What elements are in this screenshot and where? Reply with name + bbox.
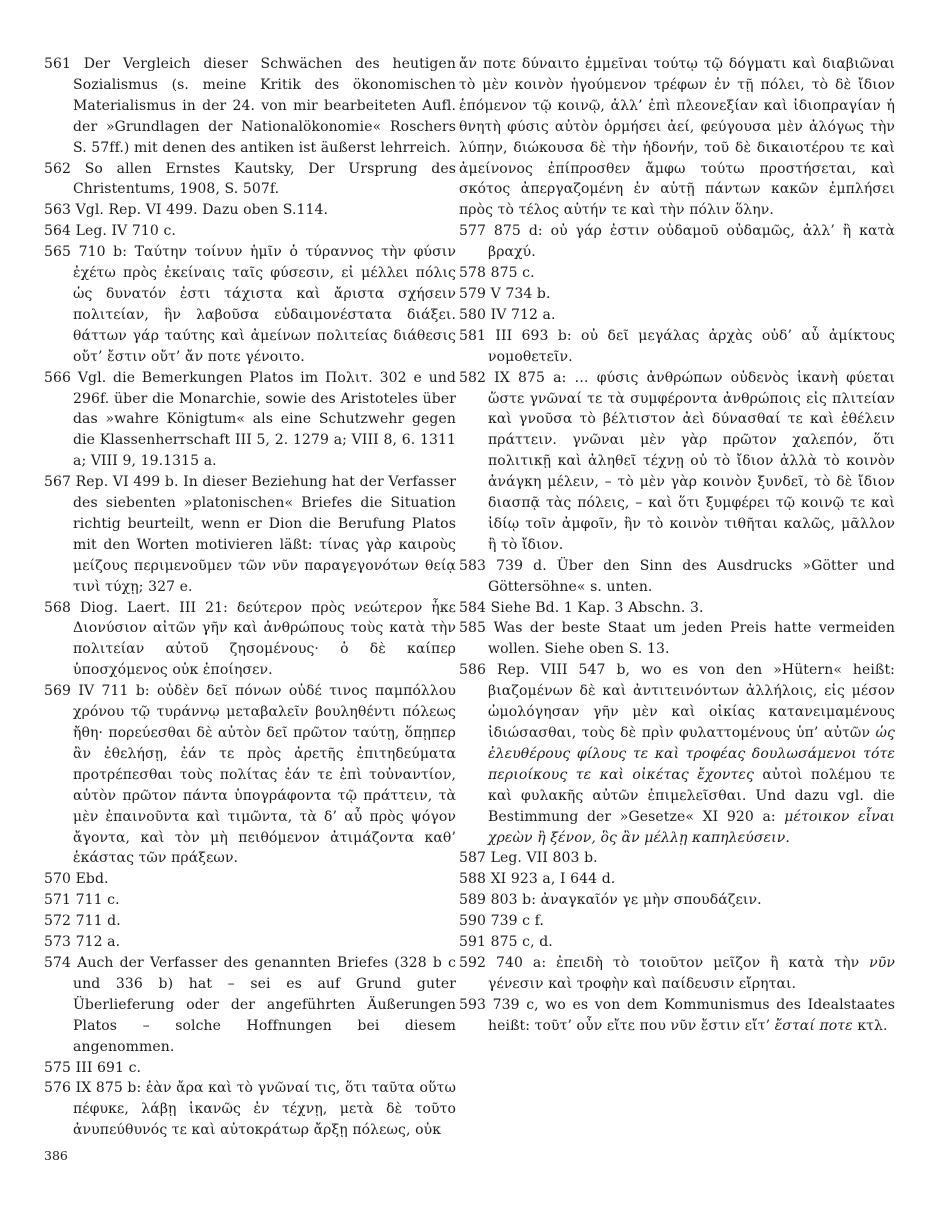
footnote-text-emphasis: ὡς ἐλευθέρους φίλους τε καὶ τροφέας δουλωσάμενοι τότε περιοίκους τε καὶ οἰκέτας ἔχοντες	[488, 725, 895, 783]
footnote-number: 567	[44, 474, 76, 491]
footnote-text: Was der beste Staat um jeden Preis hatte vermeiden wollen. Siehe oben S. 13.	[488, 620, 895, 658]
footnote-582	[459, 368, 895, 556]
footnote-text: 739 d. Über den Sinn des Ausdrucks »Götter und Göttersöhne« s. unten.	[488, 557, 895, 595]
footnote-text: γένεσιν καὶ τροφὴν καὶ παίδευσιν εἴρηται.	[488, 975, 797, 992]
footnote-number: 569	[44, 683, 79, 700]
footnote-text: Vgl. die Bemerkungen Platos im Πολιτ. 302 e und 296f. über die Monarchie, sowie des Aristoteles über das »wahre Königtum« als eine Schutzwehr gegen die Klassenherrschaft III 5, 2. 1279 a; VIII 8, 6. 1311 a; VIII 9, 19.1315 a.	[73, 369, 456, 470]
footnote-number: 572	[44, 913, 76, 930]
footnote-text: So allen Ernstes Kautsky, Der Ursprung des Christentums, 1908, S. 507f.	[73, 160, 456, 198]
page-number: 386	[44, 1148, 68, 1163]
footnote-number: 592	[459, 954, 496, 971]
footnote-588	[459, 869, 895, 890]
footnote-573	[44, 932, 456, 953]
footnote-text: 875 d: οὐ γάρ ἐστιν οὐδαμοῦ οὐδαμῶς, ἀλλ’ ἢ κατὰ βραχύ.	[488, 223, 895, 261]
footnote-number: 578	[459, 265, 491, 282]
footnote-number: 566	[44, 369, 78, 386]
footnote-text: κτλ.	[852, 1017, 888, 1034]
footnote-text: IV 711 b: οὐδὲν δεῖ πόνων οὐδέ τινος παμπόλλου χρόνου τῷ τυράννῳ μεταβαλεῖν βουληθέντι πόλεως ἤθη· πορεύεσθαι δὲ αὐτὸν δεῖ πρῶτον ταύτῃ, ὅπῃπερ ἂν ἐθελήσῃ, ἐάν τε πρὸς ἀρετῆς ἐπιτηδεύματα προτρέπεσθαι τοὺς πολίτας ἐάν τε ἐπὶ τοὐναντίον, αὐτὸν πρῶτον πάντα ὑπογράφοντα τῷ πράττειν, τὰ μὲν ἐπαινοῦντα καὶ τιμῶντα, τὰ δ’ αὖ πρὸς ψόγον ἄγοντα, καὶ τὸν μὴ πειθόμενον ἀτιμάζοντα καθ’ ἑκάστας τῶν πράξεων.	[73, 683, 457, 867]
footnote-text: 711 c.	[75, 892, 120, 909]
footnote-583	[459, 556, 895, 598]
footnote-text: 803 b: ἀναγκαῖόν γε μὴν σπουδάζειν.	[490, 892, 762, 909]
footnote-562	[44, 159, 456, 201]
footnote-number: 576	[44, 1080, 76, 1097]
footnote-564	[44, 221, 456, 242]
footnote-593	[459, 995, 895, 1037]
footnote-text: αὐτοὶ πολέμου τε καὶ φυλακῆς αὐτῶν ἐπιμελεῖσθαι. Und dazu vgl. die Bestimmung der »Gesetze« XI 920 a:	[488, 766, 895, 825]
footnote-text: 875 c.	[490, 265, 535, 282]
footnote-578	[459, 263, 895, 284]
footnote-number: 580	[459, 306, 491, 323]
footnote-565	[44, 242, 456, 367]
footnote-number: 593	[459, 996, 493, 1013]
footnote-text: Der Vergleich dieser Schwächen des heutigen Sozialismus (s. meine Kritik des ökonomischen Materialismus in der 24. von mir bearbeiteten Aufl. der »Grundlagen der Nationalökonomie« Roschers S. 57ff.) mit denen des antiken ist äußerst lehrreich.	[73, 56, 456, 156]
footnote-585	[459, 618, 895, 660]
footnote-text-emphasis: μέτοικον εἶναι χρεὼν ἢ ξένον, ὃς ἂν μέλλῃ καπηλεύσειν.	[488, 808, 895, 846]
footnote-574	[44, 953, 456, 1058]
footnote-text: 711 d.	[75, 913, 121, 930]
footnote-number: 563	[44, 202, 76, 219]
footnote-number: 579	[459, 285, 491, 302]
notes-column-left	[44, 54, 456, 1141]
footnote-580	[459, 305, 895, 326]
footnote-number: 570	[44, 871, 76, 888]
footnote-text: 710 b: Ταύτην τοίνυν ἡμῖν ὁ τύραννος τὴν φύσιν ἐχέτω πρὸς ἐκείναις ταῖς φύσεσιν, εἰ μέλλει πόλις ὡς δυνατόν ἐστι τάχιστα καὶ ἄριστα σχήσειν πολιτείαν, ἣν λαβοῦσα εὐδαιμονέστατα διάξει. θάττων γάρ ταύτης καὶ ἀμείνων πολιτείας διάθεσις οὔτ’ ἔστιν οὔτ’ ἄν ποτε γένοιτο.	[73, 244, 456, 365]
footnote-586	[459, 660, 895, 848]
footnote-text: Leg. IV 710 c.	[75, 223, 176, 240]
footnote-text: 712 a.	[75, 934, 121, 951]
footnote-text-emphasis: ἔσταί ποτε	[774, 1017, 853, 1034]
footnote-569	[44, 681, 456, 869]
footnote-number: 562	[44, 160, 85, 177]
footnote-577	[459, 221, 895, 263]
footnote-text: 875 c, d.	[490, 934, 553, 951]
footnote-text: IX 875 b: ἐὰν ἄρα καὶ τὸ γνῶναί τις, ὅτι ταῦτα οὕτω πέφυκε, λάβῃ ἱκανῶς ἐν τέχνῃ, μετὰ δὲ τοῦτο ἀνυπεύθυνός τε καὶ αὐτοκράτωρ ἄρξῃ πόλεως, οὐκ	[73, 1080, 456, 1139]
footnote-571	[44, 890, 456, 911]
footnote-number: 564	[44, 223, 76, 240]
footnote-text: ἄν ποτε δύναιτο ἐμμεῖναι τούτῳ τῷ δόγματι καὶ διαβιῶναι τὸ μὲν κοινὸν ἡγούμενον τρέφων ἐν τῇ πόλει, τὸ δὲ ἴδιον ἑπόμενον τῷ κοινῷ, ἀλλ’ ἐπὶ πλεονεξίαν καὶ ἰδιοπραγίαν ἡ θνητὴ φύσις αὐτὸν ὁρμήσει ἀεί, φεύγουσα μὲν ἀλόγως τὴν λύπην, διώκουσα δὲ τὴν ἡδονήν, τοῦ δὲ δικαιοτέρου τε καὶ ἀμείνονος ἐπίπροσθεν ἄμφω τούτω προστήσεται, καὶ σκότος ἀπεργαζομένη ἐν αὑτῇ πάντων κακῶν ἐμπλήσει πρὸς τὸ τέλος αὑτήν τε καὶ τὴν πόλιν ὅλην.	[459, 56, 895, 219]
footnote-566	[44, 368, 456, 473]
footnote-number: 589	[459, 892, 491, 909]
footnote-number: 584	[459, 599, 491, 616]
footnote-567	[44, 472, 456, 597]
footnote-576	[44, 1078, 456, 1141]
footnote-592	[459, 953, 895, 995]
footnote-text: 739 c f.	[490, 913, 544, 930]
footnote-590	[459, 911, 895, 932]
footnote-number: 586	[459, 662, 497, 679]
footnote-581	[459, 326, 895, 368]
footnote-text: Leg. VII 803 b.	[490, 850, 598, 867]
footnote-number: 565	[44, 244, 79, 261]
footnote-text: Rep. VIII 547 b, wo es von den »Hütern« heißt: βιαζομένων δὲ καὶ ἀντιτεινόντων ἀλλήλοις, εἰς μέσον ὡμολόγησαν γῆν μὲν καὶ οἰκίας κατανειμαμένους ἰδιώσασθαι, τοὺς δὲ πρὶν φυλαττομένους ὑπ’ αὐτῶν	[488, 662, 895, 741]
footnote-text: 740 a: ἐπειδὴ τὸ τοιοῦτον μεῖζον ἢ κατὰ τὴν	[495, 954, 870, 971]
footnote-continuation	[459, 54, 895, 221]
footnote-text: Ebd.	[75, 871, 109, 888]
footnote-587	[459, 848, 895, 869]
footnote-572	[44, 911, 456, 932]
footnote-text: 739 c, wo es von dem Kommunismus des Idealstaates heißt: τοῦτ’ οὖν εἴτε που νῦν ἔστιν εἴτ’	[488, 996, 895, 1034]
footnote-number: 581	[459, 327, 496, 344]
footnote-568	[44, 598, 456, 682]
footnote-number: 583	[459, 557, 497, 574]
footnote-570	[44, 869, 456, 890]
footnote-number: 577	[459, 223, 494, 240]
footnote-number: 582	[459, 369, 495, 386]
footnote-number: 591	[459, 934, 491, 951]
footnote-text: Siehe Bd. 1 Kap. 3 Abschn. 3.	[490, 599, 704, 616]
footnote-text-emphasis: νῦν	[869, 954, 895, 971]
footnote-number: 574	[44, 954, 78, 971]
footnote-number: 587	[459, 850, 491, 867]
footnote-number: 590	[459, 913, 491, 930]
footnote-number: 561	[44, 56, 84, 72]
footnote-text: V 734 b.	[490, 285, 551, 302]
notes-column-right	[459, 54, 895, 1037]
footnote-text: Rep. VI 499 b. In dieser Beziehung hat der Verfasser des siebenten »platonischen« Briefes die Situation richtig beurteilt, wenn er Dion die Berufung Platos mit den Worten motivieren läßt: τίνας γὰρ καιροὺς μείζους περιμενοῦμεν τῶν νῦν παραγεγονότων θείᾳ τινὶ τύχῃ; 327 e.	[73, 474, 457, 595]
footnote-584	[459, 598, 895, 619]
footnote-579	[459, 284, 895, 305]
footnote-text: IX 875 a: … φύσις ἀνθρώπων οὐδενὸς ἱκανὴ φύεται ὥστε γνῶναί τε τὰ συμφέροντα ἀνθρώποις εἰς πλιτείαν καὶ γνοῦσα τὸ βέλτιστον ἀεὶ δύνασθαί τε καὶ ἐθέλειν πράττειν. γνῶναι μὲν γὰρ πρῶτον χαλεπόν, ὅτι πολιτικῇ καὶ ἀληθεῖ τέχνῃ οὐ τὸ ἴδιον ἀλλὰ τὸ κοινὸν ἀνάγκη μέλειν, – τὸ μὲν γὰρ κοινὸν ξυνδεῖ, τὸ δὲ ἴδιον διασπᾷ τὰς πόλεις, – καὶ ὅτι ξυμφέρει τῷ κοινῷ τε καὶ ἰδίῳ τοῖν ἀμφοῖν, ἢν τὸ κοινὸν τιθῆται καλῶς, μᾶλλον ἢ τὸ ἴδιον.	[488, 369, 895, 553]
footnote-text: III 693 b: οὐ δεῖ μεγάλας ἀρχὰς οὐδ’ αὖ ἀμίκτους νομοθετεῖν.	[488, 327, 895, 365]
footnote-text: III 691 c.	[75, 1059, 142, 1076]
footnote-text: IV 712 a.	[490, 306, 556, 323]
footnote-text: Auch der Verfasser des genannten Briefes (328 b c und 336 b) hat – sei es auf Grund guter Überlieferung oder der angeführten Äußerungen Platos – solche Hoffnungen bei diesem angenommen.	[73, 954, 456, 1055]
footnote-563	[44, 200, 456, 221]
footnote-text: XI 923 a, I 644 d.	[490, 871, 616, 888]
footnote-number: 585	[459, 620, 494, 637]
footnote-number: 573	[44, 934, 76, 951]
footnote-text: Diog. Laert. III 21: δεύτερον πρὸς νεώτερον ἧκε Διονύσιον αἰτῶν γῆν καὶ ἀνθρώπους τοὺς κατὰ τὴν πολιτείαν αὐτοῦ ζησομένους· ὁ δὲ καίπερ ὑποσχόμενος οὐκ ἐποίησεν.	[73, 599, 456, 679]
footnote-561	[44, 54, 456, 159]
footnote-number: 575	[44, 1059, 76, 1076]
footnote-number: 588	[459, 871, 491, 888]
footnote-575	[44, 1058, 456, 1079]
footnote-number: 568	[44, 599, 80, 616]
footnote-591	[459, 932, 895, 953]
footnote-number: 571	[44, 892, 76, 909]
footnote-text: Vgl. Rep. VI 499. Dazu oben S.114.	[75, 202, 329, 219]
footnote-589	[459, 890, 895, 911]
